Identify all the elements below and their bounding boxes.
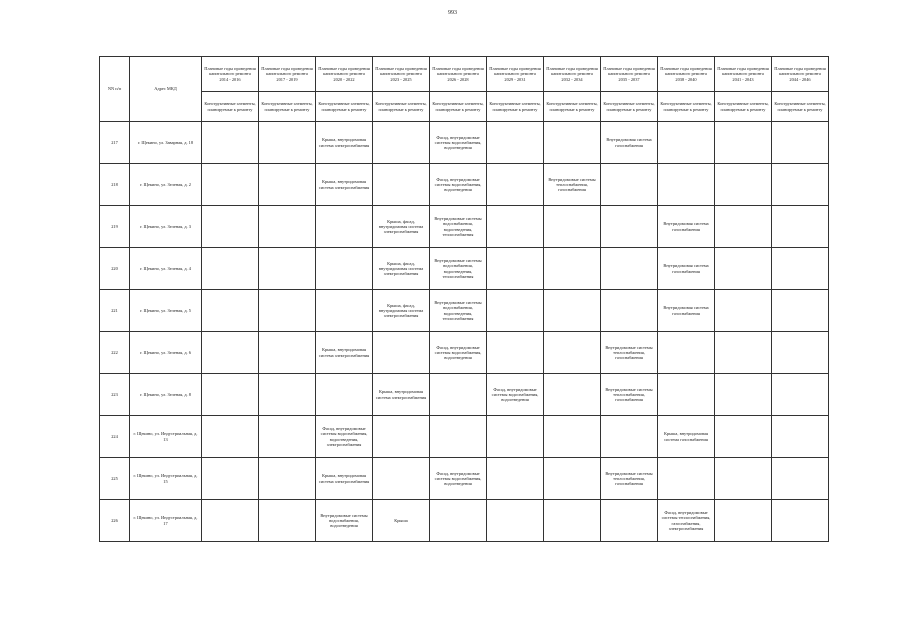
- repair-cell: Внутридомовая система газоснабжения: [658, 206, 715, 248]
- header-address: Адрес МКД: [130, 57, 202, 122]
- repair-cell: [601, 164, 658, 206]
- repair-cell: Крыша: [373, 500, 430, 542]
- header-period: Плановые годы проведения капитального ремонта 2029 - 2031: [487, 57, 544, 92]
- row-number: 221: [100, 290, 130, 332]
- header-period: Плановые годы проведения капитального ремонта 2020 - 2022: [316, 57, 373, 92]
- repair-cell: [487, 416, 544, 458]
- header-period: Плановые годы проведения капитального ремонта 2041 - 2043: [715, 57, 772, 92]
- row-address: г. Щекино, ул. Зеленая, д. 3: [130, 206, 202, 248]
- repair-cell: [202, 416, 259, 458]
- repair-cell: Внутридомовые системы водоснабжения, водоотведения, теплоснабжения: [430, 248, 487, 290]
- header-sub: Конструктивные элементы, планируемые к ремонту: [544, 92, 601, 122]
- repair-schedule-table: [99, 56, 829, 542]
- repair-cell: [772, 248, 829, 290]
- repair-cell: Крыша, фасад, внутридомовая система электроснабжения: [373, 290, 430, 332]
- repair-cell: [772, 416, 829, 458]
- repair-cell: Внутридомовые системы теплоснабжения, газоснабжения: [601, 374, 658, 416]
- row-number: 224: [100, 416, 130, 458]
- page-number: 993: [448, 10, 457, 16]
- repair-cell: [544, 206, 601, 248]
- row-address: г. Щекино, ул. Зеленая, д. 5: [130, 290, 202, 332]
- table-row: [100, 122, 829, 164]
- repair-cell: [772, 164, 829, 206]
- repair-cell: [772, 500, 829, 542]
- row-number: 217: [100, 122, 130, 164]
- header-sub: Конструктивные элементы, планируемые к ремонту: [373, 92, 430, 122]
- table-row: [100, 416, 829, 458]
- header-sub: Конструктивные элементы, планируемые к ремонту: [601, 92, 658, 122]
- repair-cell: [715, 416, 772, 458]
- repair-cell: [601, 248, 658, 290]
- header-period: Плановые годы проведения капитального ремонта 2032 - 2034: [544, 57, 601, 92]
- repair-cell: Внутридомовые системы водоснабжения, водоотведения, теплоснабжения: [430, 206, 487, 248]
- row-address: г. Щекино, ул. Индустриальная, д. 17: [130, 500, 202, 542]
- repair-cell: [487, 164, 544, 206]
- header-sub: Конструктивные элементы, планируемые к ремонту: [772, 92, 829, 122]
- repair-cell: Внутридомовая система газоснабжения: [658, 290, 715, 332]
- repair-cell: [373, 416, 430, 458]
- header-period: Плановые годы проведения капитального ремонта 2044 - 2046: [772, 57, 829, 92]
- repair-cell: [259, 374, 316, 416]
- header-period: Плановые годы проведения капитального ремонта 2035 - 2037: [601, 57, 658, 92]
- repair-cell: [316, 374, 373, 416]
- row-address: г. Щекино, ул. Зеленая, д. 6: [130, 332, 202, 374]
- repair-cell: [715, 374, 772, 416]
- header-sub: Конструктивные элементы, планируемые к ремонту: [259, 92, 316, 122]
- repair-cell: Крыша, фасад, внутридомовая система электроснабжения: [373, 206, 430, 248]
- repair-cell: [544, 500, 601, 542]
- repair-cell: [715, 248, 772, 290]
- table-row: [100, 248, 829, 290]
- repair-cell: [430, 374, 487, 416]
- header-period: Плановые годы проведения капитального ремонта 2023 - 2025: [373, 57, 430, 92]
- repair-cell: [544, 290, 601, 332]
- row-number: 218: [100, 164, 130, 206]
- row-number: 225: [100, 458, 130, 500]
- row-number: 222: [100, 332, 130, 374]
- repair-cell: Крыша, внутридомовая система электроснабжения: [316, 458, 373, 500]
- repair-cell: [259, 332, 316, 374]
- repair-cell: Крыша, внутридомовая система газоснабжения: [658, 416, 715, 458]
- repair-cell: Фасад, внутридомовые системы теплоснабжения, газоснабжения, электроснабжения: [658, 500, 715, 542]
- repair-cell: [316, 206, 373, 248]
- repair-cell: [487, 458, 544, 500]
- repair-cell: Внутридомовые системы теплоснабжения, газоснабжения: [601, 332, 658, 374]
- repair-cell: Внутридомовая система газоснабжения: [601, 122, 658, 164]
- header-num: NN п/п: [100, 57, 130, 122]
- repair-cell: [715, 332, 772, 374]
- header-period: Плановые годы проведения капитального ремонта 2026 - 2028: [430, 57, 487, 92]
- repair-cell: Крыша, внутридомовая система электроснабжения: [316, 122, 373, 164]
- repair-cell: Внутридомовая система газоснабжения: [658, 248, 715, 290]
- header-sub: Конструктивные элементы, планируемые к ремонту: [658, 92, 715, 122]
- repair-cell: [601, 416, 658, 458]
- repair-cell: [715, 122, 772, 164]
- repair-cell: [487, 500, 544, 542]
- header-sub: Конструктивные элементы, планируемые к ремонту: [202, 92, 259, 122]
- repair-cell: [487, 122, 544, 164]
- repair-cell: [601, 206, 658, 248]
- header-period: Плановые годы проведения капитального ремонта 2017 - 2019: [259, 57, 316, 92]
- repair-cell: Фасад, внутридомовые системы водоснабжения, водоотведения: [487, 374, 544, 416]
- repair-cell: Внутридомовые системы водоснабжения, водоотведения, теплоснабжения: [430, 290, 487, 332]
- row-address: г. Щекино, ул. Заварная, д. 18: [130, 122, 202, 164]
- repair-cell: [259, 164, 316, 206]
- repair-cell: [772, 458, 829, 500]
- header-sub: Конструктивные элементы, планируемые к ремонту: [715, 92, 772, 122]
- row-address: г. Щекино, ул. Зеленая, д. 4: [130, 248, 202, 290]
- repair-cell: Крыша, внутридомовая система электроснабжения: [316, 332, 373, 374]
- repair-cell: [373, 332, 430, 374]
- repair-cell: [544, 248, 601, 290]
- repair-cell: [544, 416, 601, 458]
- header-sub: Конструктивные элементы, планируемые к ремонту: [487, 92, 544, 122]
- row-address: г. Щекино, ул. Зеленая, д. 2: [130, 164, 202, 206]
- repair-cell: [202, 500, 259, 542]
- repair-cell: [658, 458, 715, 500]
- repair-cell: [715, 500, 772, 542]
- header-sub: Конструктивные элементы, планируемые к ремонту: [430, 92, 487, 122]
- repair-cell: [772, 290, 829, 332]
- header-period: Плановые годы проведения капитального ремонта 2038 - 2040: [658, 57, 715, 92]
- repair-cell: [772, 122, 829, 164]
- repair-cell: [373, 164, 430, 206]
- repair-cell: Крыша, фасад, внутридомовая система электроснабжения: [373, 248, 430, 290]
- table-row: [100, 374, 829, 416]
- repair-cell: [715, 164, 772, 206]
- repair-cell: [202, 122, 259, 164]
- repair-cell: [202, 290, 259, 332]
- repair-cell: Фасад, внутридомовые системы водоснабжения, водоотведения: [430, 122, 487, 164]
- repair-cell: Крыша, внутридомовая система электроснабжения: [373, 374, 430, 416]
- repair-cell: [772, 374, 829, 416]
- repair-cell: [658, 122, 715, 164]
- repair-cell: [259, 122, 316, 164]
- repair-cell: Фасад, внутридомовые системы водоснабжения, водоотведения, электроснабжения: [316, 416, 373, 458]
- table-row: [100, 206, 829, 248]
- repair-cell: [202, 332, 259, 374]
- repair-cell: [544, 458, 601, 500]
- repair-cell: [316, 248, 373, 290]
- repair-cell: [202, 458, 259, 500]
- repair-cell: [259, 416, 316, 458]
- repair-cell: Внутридомовые системы водоснабжения, водоотведения: [316, 500, 373, 542]
- repair-cell: [658, 332, 715, 374]
- repair-cell: [715, 458, 772, 500]
- repair-cell: [658, 374, 715, 416]
- table-row: [100, 290, 829, 332]
- repair-cell: [373, 458, 430, 500]
- repair-cell: [259, 500, 316, 542]
- repair-cell: Фасад, внутридомовые системы водоснабжения, водоотведения: [430, 458, 487, 500]
- repair-cell: [544, 374, 601, 416]
- table-row: [100, 500, 829, 542]
- row-number: 219: [100, 206, 130, 248]
- repair-cell: [658, 164, 715, 206]
- repair-cell: [430, 500, 487, 542]
- repair-cell: [373, 122, 430, 164]
- repair-cell: [316, 290, 373, 332]
- repair-cell: [202, 374, 259, 416]
- repair-cell: [202, 248, 259, 290]
- row-number: 223: [100, 374, 130, 416]
- repair-cell: [715, 290, 772, 332]
- header-period: Плановые годы проведения капитального ремонта 2014 - 2016: [202, 57, 259, 92]
- repair-cell: [487, 206, 544, 248]
- row-address: г. Щекино, ул. Индустриальная, д. 15: [130, 458, 202, 500]
- repair-cell: Фасад, внутридомовые системы водоснабжения, водоотведения: [430, 332, 487, 374]
- repair-cell: Внутридомовые системы теплоснабжения, газоснабжения: [544, 164, 601, 206]
- repair-cell: [772, 332, 829, 374]
- repair-cell: [772, 206, 829, 248]
- repair-cell: [601, 500, 658, 542]
- row-address: г. Щекино, ул. Зеленая, д. 8: [130, 374, 202, 416]
- row-address: г. Щекино, ул. Индустриальная, д. 13: [130, 416, 202, 458]
- header-sub: Конструктивные элементы, планируемые к ремонту: [316, 92, 373, 122]
- repair-cell: [202, 164, 259, 206]
- repair-cell: [544, 332, 601, 374]
- repair-cell: [202, 206, 259, 248]
- repair-cell: [487, 290, 544, 332]
- repair-cell: Внутридомовые системы теплоснабжения, газоснабжения: [601, 458, 658, 500]
- repair-cell: [259, 458, 316, 500]
- repair-cell: [715, 206, 772, 248]
- repair-cell: [430, 416, 487, 458]
- repair-cell: [601, 290, 658, 332]
- repair-cell: Фасад, внутридомовые системы водоснабжения, водоотведения: [430, 164, 487, 206]
- table-row: [100, 164, 829, 206]
- repair-cell: [487, 332, 544, 374]
- row-number: 226: [100, 500, 130, 542]
- repair-cell: [259, 248, 316, 290]
- repair-cell: [487, 248, 544, 290]
- repair-cell: [259, 290, 316, 332]
- row-number: 220: [100, 248, 130, 290]
- table-row: [100, 332, 829, 374]
- repair-cell: [259, 206, 316, 248]
- repair-cell: [544, 122, 601, 164]
- repair-cell: Крыша, внутридомовая система электроснабжения: [316, 164, 373, 206]
- table-row: [100, 458, 829, 500]
